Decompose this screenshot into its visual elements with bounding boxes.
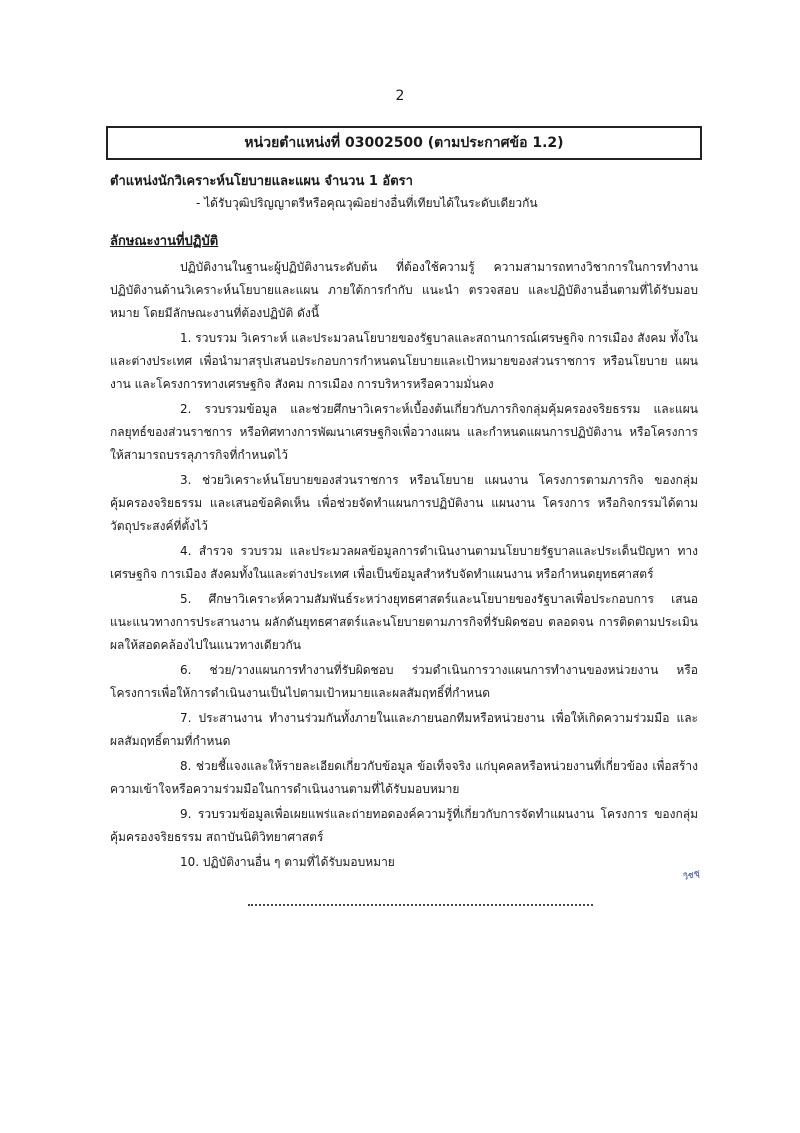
intro-paragraph: ปฏิบัติงานในฐานะผู้ปฏิบัติงานระดับต้น ที่ต้องใช้ความรู้ ความสามารถทางวิชาการในการทำงาน ปฏิบัติงานด้านวิเคราะห์นโยบายและแผน ภายใต้การกำกับ แนะนำ ตรวจสอบ และปฏิบัติงานอื่นตามที่ได้รับมอบหมาย โดยมีลักษณะงานที่ต้องปฏิบัติ ดังนี้ <box>110 260 698 320</box>
duty-item-7: 7. ประสานงาน ทำงานร่วมกันทั้งภายในและภายนอกทีมหรือหน่วยงาน เพื่อให้เกิดความร่วมมือ และผลสัมฤทธิ์ตามที่กำหนด <box>110 711 698 748</box>
duty-item-6: 6. ช่วย/วางแผนการทำงานที่รับผิดชอบ ร่วมดำเนินการวางแผนการทำงานของหน่วยงาน หรือโครงการเพื่อให้การดำเนินงานเป็นไปตามเป้าหมายและผลสัมฤทธิ์ที่กำหนด <box>110 663 698 700</box>
position-title: ตำแหน่งนักวิเคราะห์นโยบายและแผน จำนวน 1 อัตรา <box>110 174 413 189</box>
dotted-divider <box>248 904 593 906</box>
duty-item-4: 4. สำรวจ รวบรวม และประมวลผลข้อมูลการดำเนินงานตามนโยบายรัฐบาลและประเด็นปัญหา ทางเศรษฐกิจ การเมือง สังคมทั้งในและต่างประเทศ เพื่อเป็นข้อมูลสำหรับจัดทำแผนงาน หรือกำหนดยุทธศาสตร์ <box>110 544 698 581</box>
unit-position-label: หน่วยตำแหน่งที่ 03002500 (ตามประกาศข้อ 1.2) <box>244 135 564 151</box>
duty-item-1: 1. รวบรวม วิเคราะห์ และประมวลนโยบายของรัฐบาลและสถานการณ์เศรษฐกิจ การเมือง สังคม ทั้งในและต่างประเทศ เพื่อนำมาสรุปเสนอประกอบการกำหนดนโยบายและเป้าหมายของส่วนราชการ หรือนโยบาย แผนงาน และโครงการทางเศรษฐกิจ สังคม การเมือง การบริหารหรือความมั่นคง <box>110 331 698 391</box>
qualification-text: - ได้รับวุฒิปริญญาตรีหรือคุณวุฒิอย่างอื่นที่เทียบได้ในระดับเดียวกัน <box>196 196 538 210</box>
page-number: 2 <box>395 88 405 104</box>
duties-content <box>110 256 698 876</box>
unit-position-box <box>106 126 702 160</box>
duty-item-2: 2. รวบรวมข้อมูล และช่วยศึกษาวิเคราะห์เบื้องต้นเกี่ยวกับภารกิจกลุ่มคุ้มครองจริยธรรม และแผนกลยุทธ์ของส่วนราชการ หรือทิศทางการพัฒนาเศรษฐกิจเพื่อวางแผน และกำหนดแผนการปฏิบัติงาน หรือโครงการให้สามารถบรรลุภารกิจที่กำหนดไว้ <box>110 402 698 462</box>
duty-item-10: 10. ปฏิบัติงานอื่น ๆ ตามที่ได้รับมอบหมาย <box>180 855 395 869</box>
duty-item-9: 9. รวบรวมข้อมูลเพื่อเผยแพร่และถ่ายทอดองค์ความรู้ที่เกี่ยวกับการจัดทำแผนงาน โครงการ ของกลุ่มคุ้มครองจริยธรรม สถาบันนิติวิทยาศาสตร์ <box>110 807 698 844</box>
duty-item-3: 3. ช่วยวิเคราะห์นโยบายของส่วนราชการ หรือนโยบาย แผนงาน โครงการตามภารกิจ ของกลุ่มคุ้มครองจริยธรรม และเสนอข้อคิดเห็น เพื่อช่วยจัดทำแผนการปฏิบัติงาน แผนงาน โครงการ หรือกิจกรรมได้ตามวัตถุประสงค์ที่ตั้งไว้ <box>110 473 698 533</box>
duty-item-8: 8. ช่วยชี้แจงและให้รายละเอียดเกี่ยวกับข้อมูล ข้อเท็จจริง แก่บุคคลหรือหน่วยงานที่เกี่ยวข้อง เพื่อสร้างความเข้าใจหรือความร่วมมือในการดำเนินงานตามที่ได้รับมอบหมาย <box>110 759 698 796</box>
handwritten-initials: วิชชุ <box>681 868 701 884</box>
duty-item-5: 5. ศึกษาวิเคราะห์ความสัมพันธ์ระหว่างยุทธศาสตร์และนโยบายของรัฐบาลเพื่อประกอบการ เสนอแนะแนวทางการประสานงาน ผลักดันยุทธศาสตร์และนโยบายตามภารกิจที่รับผิดชอบ ตลอดจน การติดตามประเมินผลให้สอดคล้องไปในแนวทางเดียวกัน <box>110 592 698 652</box>
section-heading: ลักษณะงานที่ปฏิบัติ <box>110 234 219 249</box>
